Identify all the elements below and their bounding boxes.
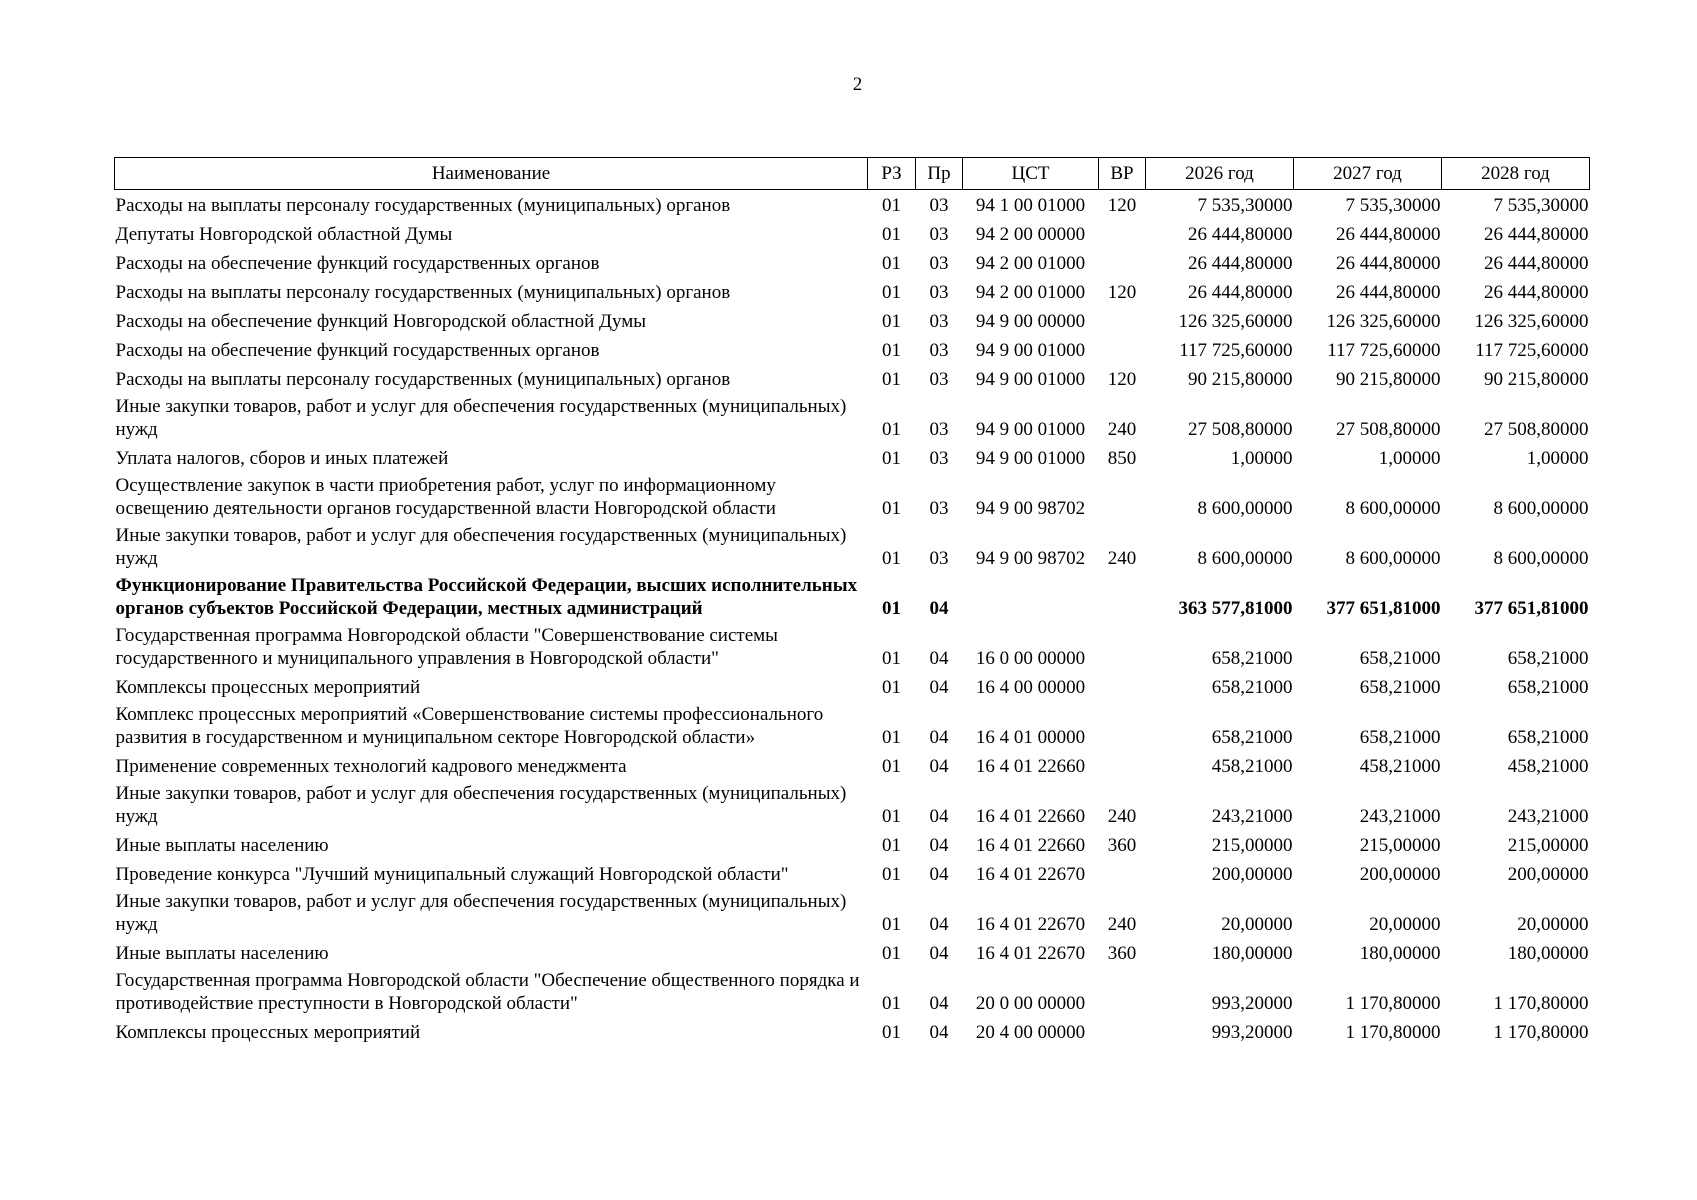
table-row	[115, 967, 1590, 1017]
budget-table	[114, 157, 1590, 1046]
cell-name: Государственная программа Новгородской области "Совершенствование системы государственного и муниципального управления в Новгородской области"	[115, 625, 778, 669]
cell-name: Уплата налогов, сборов и иных платежей	[115, 448, 449, 469]
cell-rz: 01	[882, 282, 901, 303]
cell-cst: 94 2 00 01000	[975, 282, 1086, 303]
cell-2028: 1 170,80000	[1493, 1022, 1589, 1043]
cell-name: Депутаты Новгородской областной Думы	[115, 224, 453, 245]
cell-name: Осуществление закупок в части приобретения работ, услуг по информационному освещению деятельности органов государственной власти Новгородской области	[115, 475, 776, 519]
cell-2028: 27 508,80000	[1484, 419, 1589, 440]
cell-pr: 04	[929, 756, 949, 777]
cell-2026: 26 444,80000	[1188, 224, 1293, 245]
cell-2028: 180,00000	[1507, 943, 1589, 964]
cell-2027: 7 535,30000	[1345, 195, 1441, 216]
cell-rz: 01	[882, 806, 901, 827]
table-row	[115, 780, 1590, 830]
cell-2027: 180,00000	[1359, 943, 1441, 964]
cell-pr: 03	[929, 369, 949, 390]
cell-2028: 8 600,00000	[1493, 548, 1589, 569]
cell-2027: 1 170,80000	[1345, 1022, 1441, 1043]
cell-2027: 1 170,80000	[1345, 993, 1441, 1014]
cell-cst: 94 9 00 01000	[975, 340, 1086, 361]
cell-name: Расходы на обеспечение функций Новгородской областной Думы	[115, 311, 647, 332]
cell-2028: 658,21000	[1507, 677, 1589, 698]
cell-2028: 26 444,80000	[1484, 224, 1589, 245]
cell-pr: 04	[929, 648, 949, 669]
cell-rz: 01	[882, 1022, 901, 1043]
header-cst: ЦСТ	[963, 158, 1099, 190]
cell-2026: 117 725,60000	[1179, 340, 1293, 361]
cell-rz: 01	[882, 727, 901, 748]
cell-2026: 658,21000	[1211, 648, 1293, 669]
cell-2027: 20,00000	[1369, 914, 1441, 935]
cell-2027: 215,00000	[1359, 835, 1441, 856]
cell-2026: 1,00000	[1230, 448, 1293, 469]
cell-rz: 01	[882, 498, 901, 519]
cell-name: Иные закупки товаров, работ и услуг для обеспечения государственных (муниципальных) нужд	[115, 891, 847, 935]
table-row	[115, 472, 1590, 522]
table-row	[115, 277, 1590, 306]
cell-2026: 993,20000	[1211, 993, 1293, 1014]
header-2026: 2026 год	[1146, 158, 1294, 190]
cell-2027: 126 325,60000	[1326, 311, 1441, 332]
table-row	[115, 393, 1590, 443]
cell-2027: 26 444,80000	[1336, 282, 1441, 303]
cell-vr	[1099, 701, 1146, 751]
header-2028: 2028 год	[1442, 158, 1590, 190]
table-row	[115, 830, 1590, 859]
table-header-row	[115, 158, 1590, 190]
cell-rz: 01	[882, 311, 901, 332]
cell-name: Иные выплаты населению	[115, 835, 329, 856]
cell-2026: 658,21000	[1211, 677, 1293, 698]
table-row	[115, 859, 1590, 888]
cell-2027: 90 215,80000	[1336, 369, 1441, 390]
cell-2027: 377 651,81000	[1326, 598, 1441, 619]
cell-2028: 658,21000	[1507, 727, 1589, 748]
cell-vr	[1099, 572, 1146, 622]
cell-pr: 04	[929, 727, 949, 748]
table-row	[115, 1017, 1590, 1046]
cell-vr: 360	[1107, 835, 1137, 856]
cell-name: Расходы на выплаты персоналу государственных (муниципальных) органов	[115, 369, 731, 390]
cell-rz: 01	[882, 835, 901, 856]
cell-pr: 03	[929, 224, 949, 245]
cell-2026: 243,21000	[1211, 806, 1293, 827]
table-row	[115, 701, 1590, 751]
cell-pr: 04	[929, 914, 949, 935]
table-row	[115, 364, 1590, 393]
cell-pr: 04	[929, 943, 949, 964]
cell-name: Иные закупки товаров, работ и услуг для обеспечения государственных (муниципальных) нужд	[115, 783, 847, 827]
cell-cst: 94 9 00 01000	[975, 448, 1086, 469]
cell-vr	[1099, 967, 1146, 1017]
cell-2028: 20,00000	[1517, 914, 1589, 935]
cell-name: Комплексы процессных мероприятий	[115, 1022, 421, 1043]
cell-2028: 377 651,81000	[1474, 598, 1589, 619]
cell-2027: 658,21000	[1359, 727, 1441, 748]
cell-cst: 16 4 01 00000	[975, 727, 1086, 748]
page-number: 2	[852, 74, 863, 95]
cell-vr: 120	[1107, 369, 1137, 390]
cell-pr: 03	[929, 253, 949, 274]
cell-name: Расходы на обеспечение функций государственных органов	[115, 253, 600, 274]
cell-cst: 20 0 00 00000	[975, 993, 1086, 1014]
cell-cst: 16 4 01 22670	[975, 864, 1086, 885]
cell-2026: 27 508,80000	[1188, 419, 1293, 440]
cell-2028: 26 444,80000	[1484, 253, 1589, 274]
cell-name: Расходы на выплаты персоналу государственных (муниципальных) органов	[115, 282, 731, 303]
cell-pr: 04	[929, 835, 949, 856]
cell-name: Расходы на обеспечение функций государственных органов	[115, 340, 600, 361]
header-rz: РЗ	[868, 158, 916, 190]
table-row	[115, 219, 1590, 248]
cell-2026: 26 444,80000	[1188, 253, 1293, 274]
cell-2028: 8 600,00000	[1493, 498, 1589, 519]
cell-cst: 16 4 01 22670	[975, 914, 1086, 935]
cell-pr: 04	[929, 993, 949, 1014]
cell-2026: 126 325,60000	[1178, 311, 1293, 332]
table-row	[115, 622, 1590, 672]
header-pr: Пр	[916, 158, 963, 190]
table-row-section	[115, 572, 1590, 622]
cell-2028: 658,21000	[1507, 648, 1589, 669]
cell-pr: 04	[929, 598, 949, 619]
cell-2027: 8 600,00000	[1345, 498, 1441, 519]
table-row	[115, 751, 1590, 780]
cell-2026: 8 600,00000	[1197, 548, 1293, 569]
cell-2026: 90 215,80000	[1188, 369, 1293, 390]
cell-cst: 94 1 00 01000	[975, 195, 1086, 216]
cell-rz: 01	[882, 864, 901, 885]
table-row	[115, 443, 1590, 472]
cell-vr	[1099, 859, 1146, 888]
cell-vr	[1099, 335, 1146, 364]
cell-vr: 240	[1107, 806, 1137, 827]
header-name: Наименование	[115, 158, 868, 190]
cell-2026: 8 600,00000	[1197, 498, 1293, 519]
cell-2026: 458,21000	[1211, 756, 1293, 777]
cell-name: Функционирование Правительства Российской Федерации, высших исполнительных органов субъектов Российской Федерации, местных администраций	[115, 575, 858, 619]
cell-2027: 200,00000	[1359, 864, 1441, 885]
cell-rz: 01	[882, 340, 901, 361]
cell-name: Иные закупки товаров, работ и услуг для обеспечения государственных (муниципальных) нужд	[115, 396, 847, 440]
cell-rz: 01	[882, 677, 901, 698]
cell-vr: 120	[1107, 282, 1137, 303]
cell-pr: 03	[929, 548, 949, 569]
table-row	[115, 672, 1590, 701]
cell-vr	[1099, 248, 1146, 277]
cell-vr	[1099, 219, 1146, 248]
cell-cst: 94 9 00 01000	[975, 419, 1086, 440]
cell-cst: 20 4 00 00000	[975, 1022, 1086, 1043]
table-row	[115, 522, 1590, 572]
cell-rz: 01	[882, 224, 901, 245]
cell-name: Государственная программа Новгородской области "Обеспечение общественного порядка и противодействие преступности в Новгородской области"	[115, 970, 860, 1014]
header-vr: ВР	[1099, 158, 1146, 190]
table-row	[115, 306, 1590, 335]
cell-pr: 04	[929, 1022, 949, 1043]
cell-2026: 20,00000	[1221, 914, 1293, 935]
cell-name: Комплекс процессных мероприятий «Совершенствование системы профессионального развития в государственном и муниципальном секторе Новгородской области»	[115, 704, 824, 748]
cell-2028: 117 725,60000	[1475, 340, 1589, 361]
header-2027: 2027 год	[1294, 158, 1442, 190]
cell-pr: 04	[929, 806, 949, 827]
cell-2028: 458,21000	[1507, 756, 1589, 777]
cell-2027: 117 725,60000	[1327, 340, 1441, 361]
cell-cst: 16 4 01 22660	[975, 806, 1086, 827]
cell-cst: 94 2 00 00000	[975, 224, 1086, 245]
cell-cst: 16 4 01 22670	[975, 943, 1086, 964]
table-row	[115, 335, 1590, 364]
cell-2028: 215,00000	[1507, 835, 1589, 856]
cell-vr: 120	[1107, 195, 1137, 216]
cell-2027: 8 600,00000	[1345, 548, 1441, 569]
table-row	[115, 248, 1590, 277]
cell-2028: 243,21000	[1507, 806, 1589, 827]
cell-2026: 363 577,81000	[1178, 598, 1293, 619]
cell-2026: 215,00000	[1211, 835, 1293, 856]
cell-pr: 03	[929, 448, 949, 469]
cell-2027: 458,21000	[1359, 756, 1441, 777]
cell-2028: 26 444,80000	[1484, 282, 1589, 303]
cell-pr: 03	[929, 195, 949, 216]
cell-2027: 27 508,80000	[1336, 419, 1441, 440]
cell-2028: 1,00000	[1526, 448, 1589, 469]
cell-2027: 243,21000	[1359, 806, 1441, 827]
cell-vr	[1099, 472, 1146, 522]
cell-vr: 240	[1107, 914, 1137, 935]
cell-cst	[963, 572, 1099, 622]
cell-rz: 01	[882, 548, 901, 569]
cell-rz: 01	[882, 448, 901, 469]
cell-vr	[1099, 672, 1146, 701]
cell-pr: 03	[929, 282, 949, 303]
cell-cst: 16 4 01 22660	[975, 835, 1086, 856]
cell-pr: 04	[929, 677, 949, 698]
cell-cst: 16 4 01 22660	[975, 756, 1086, 777]
cell-2027: 658,21000	[1359, 648, 1441, 669]
cell-rz: 01	[882, 419, 901, 440]
cell-rz: 01	[882, 648, 901, 669]
cell-vr	[1099, 1017, 1146, 1046]
cell-2026: 180,00000	[1211, 943, 1293, 964]
cell-rz: 01	[882, 914, 901, 935]
cell-2028: 126 325,60000	[1474, 311, 1589, 332]
cell-2027: 26 444,80000	[1336, 224, 1441, 245]
cell-cst: 94 9 00 00000	[975, 311, 1086, 332]
cell-vr: 240	[1107, 548, 1137, 569]
cell-2028: 90 215,80000	[1484, 369, 1589, 390]
cell-pr: 03	[929, 311, 949, 332]
cell-vr	[1099, 751, 1146, 780]
cell-vr: 240	[1107, 419, 1137, 440]
cell-rz: 01	[882, 943, 901, 964]
cell-rz: 01	[882, 756, 901, 777]
cell-rz: 01	[882, 993, 901, 1014]
cell-cst: 94 9 00 98702	[975, 548, 1086, 569]
cell-2026: 7 535,30000	[1197, 195, 1293, 216]
cell-vr: 850	[1107, 448, 1137, 469]
cell-2027: 658,21000	[1359, 677, 1441, 698]
cell-2028: 1 170,80000	[1493, 993, 1589, 1014]
cell-2026: 993,20000	[1211, 1022, 1293, 1043]
table-row	[115, 190, 1590, 220]
table-row	[115, 938, 1590, 967]
cell-pr: 03	[929, 340, 949, 361]
cell-vr: 360	[1107, 943, 1137, 964]
cell-2028: 7 535,30000	[1493, 195, 1589, 216]
cell-pr: 03	[929, 419, 949, 440]
cell-pr: 03	[929, 498, 949, 519]
cell-name: Комплексы процессных мероприятий	[115, 677, 421, 698]
cell-name: Расходы на выплаты персоналу государственных (муниципальных) органов	[115, 195, 731, 216]
cell-cst: 94 2 00 01000	[975, 253, 1086, 274]
table-row	[115, 888, 1590, 938]
cell-name: Иные выплаты населению	[115, 943, 329, 964]
cell-cst: 94 9 00 01000	[975, 369, 1086, 390]
cell-name: Проведение конкурса "Лучший муниципальный служащий Новгородской области"	[115, 864, 789, 885]
cell-vr	[1099, 622, 1146, 672]
cell-name: Иные закупки товаров, работ и услуг для обеспечения государственных (муниципальных) нужд	[115, 525, 847, 569]
cell-cst: 16 4 00 00000	[975, 677, 1086, 698]
cell-2026: 26 444,80000	[1188, 282, 1293, 303]
cell-2028: 200,00000	[1507, 864, 1589, 885]
cell-cst: 94 9 00 98702	[975, 498, 1086, 519]
cell-pr: 04	[929, 864, 949, 885]
cell-2027: 1,00000	[1378, 448, 1441, 469]
cell-rz: 01	[882, 253, 901, 274]
cell-2026: 200,00000	[1211, 864, 1293, 885]
cell-name: Применение современных технологий кадрового менеджмента	[115, 756, 627, 777]
cell-vr	[1099, 306, 1146, 335]
cell-rz: 01	[882, 195, 901, 216]
cell-cst: 16 0 00 00000	[975, 648, 1086, 669]
cell-rz: 01	[882, 598, 901, 619]
cell-2027: 26 444,80000	[1336, 253, 1441, 274]
cell-2026: 658,21000	[1211, 727, 1293, 748]
cell-rz: 01	[882, 369, 901, 390]
